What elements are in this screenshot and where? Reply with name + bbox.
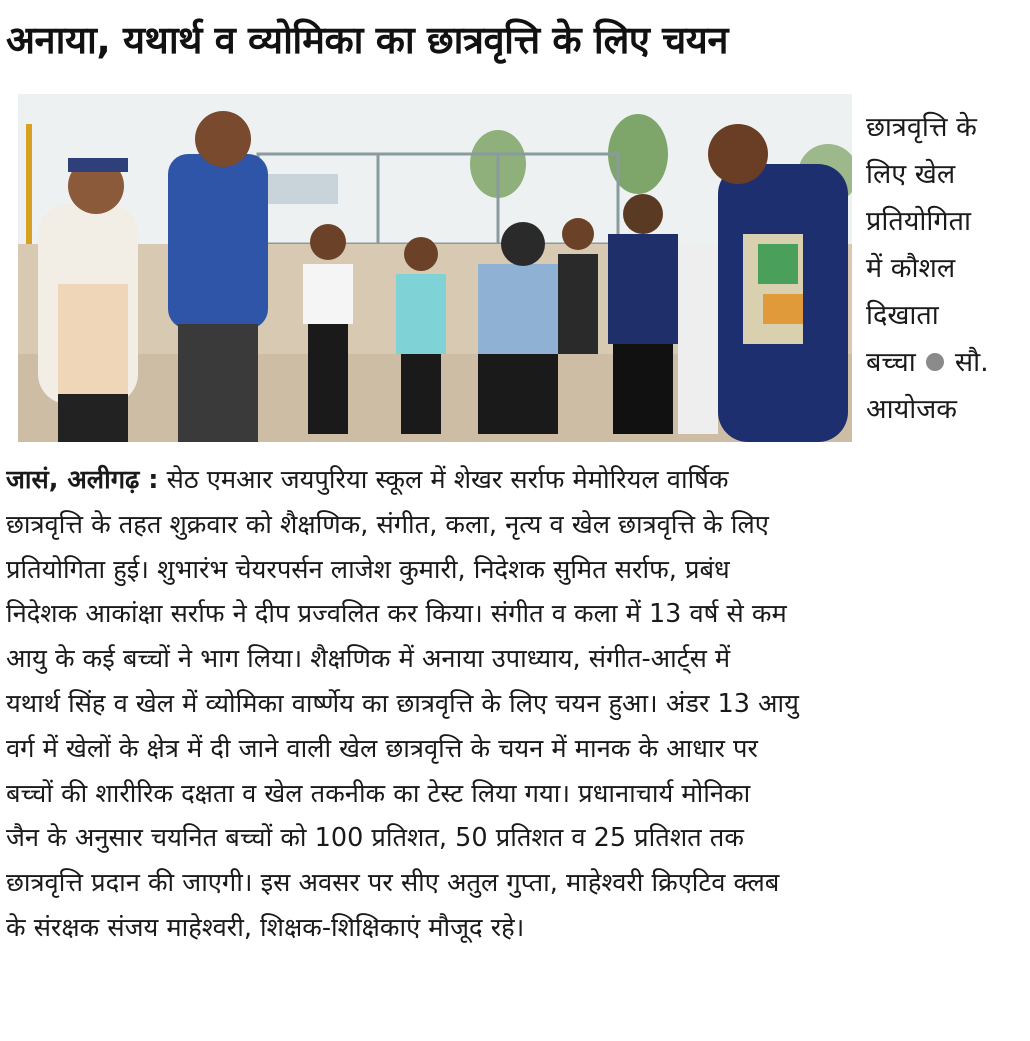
article-line: बच्चों की शारीरिक दक्षता व खेल तकनीक का टेस्ट लिया गया। प्रधानाचार्य मोनिका xyxy=(6,778,751,809)
article-line xyxy=(6,458,1026,503)
photo-caption xyxy=(866,104,1026,433)
article-line: आयु के कई बच्चों ने भाग लिया। शैक्षणिक में अनाया उपाध्याय, संगीत-आर्ट्स में xyxy=(6,644,731,675)
article-body xyxy=(6,458,1026,951)
caption-line: लिए खेल xyxy=(866,159,956,190)
article-line: के संरक्षक संजय माहेश्वरी, शिक्षक-शिक्षिकाएं मौजूद रहे। xyxy=(6,912,525,943)
article-line-text: सेठ एमआर जयपुरिया स्कूल में शेखर सर्राफ मेमोरियल वार्षिक xyxy=(158,465,729,495)
caption-line: प्रतियोगिता xyxy=(866,206,971,237)
article-headline: अनाया, यथार्थ व व्योमिका का छात्रवृत्ति के लिए चयन xyxy=(6,18,728,62)
article-line: वर्ग में खेलों के क्षेत्र में दी जाने वाली खेल छात्रवृत्ति के चयन में मानक के आधार पर xyxy=(6,733,758,764)
article-line: निदेशक आकांक्षा सर्राफ ने दीप प्रज्वलित कर किया। संगीत व कला में 13 वर्ष से कम xyxy=(6,599,787,630)
dateline: जासं, अलीगढ़ : xyxy=(6,465,159,495)
caption-line xyxy=(866,339,1026,386)
bullet-dot-icon xyxy=(926,353,944,371)
article-line: जैन के अनुसार चयनित बच्चों को 100 प्रतिशत, 50 प्रतिशत व 25 प्रतिशत तक xyxy=(6,823,744,854)
caption-credit-prefix: सौ. xyxy=(954,347,989,378)
photo-icon xyxy=(18,94,852,442)
caption-line: दिखाता xyxy=(866,300,939,331)
article-line: छात्रवृत्ति प्रदान की जाएगी। इस अवसर पर सीए अतुल गुप्ता, माहेश्वरी क्रिएटिव क्लब xyxy=(6,868,780,899)
article-line: प्रतियोगिता हुई। शुभारंभ चेयरपर्सन लाजेश कुमारी, निदेशक सुमित सर्राफ, प्रबंध xyxy=(6,554,730,585)
caption-word: बच्चा xyxy=(866,347,916,378)
article-line: यथार्थ सिंह व खेल में व्योमिका वार्ष्णेय का छात्रवृत्ति के लिए चयन हुआ। अंडर 13 आयु xyxy=(6,688,799,719)
caption-line: में कौशल xyxy=(866,253,956,284)
news-photo xyxy=(18,94,852,442)
caption-credit: आयोजक xyxy=(866,394,958,425)
article-line: छात्रवृत्ति के तहत शुक्रवार को शैक्षणिक, संगीत, कला, नृत्य व खेल छात्रवृत्ति के लिए xyxy=(6,509,769,540)
caption-line: छात्रवृत्ति के xyxy=(866,112,977,143)
